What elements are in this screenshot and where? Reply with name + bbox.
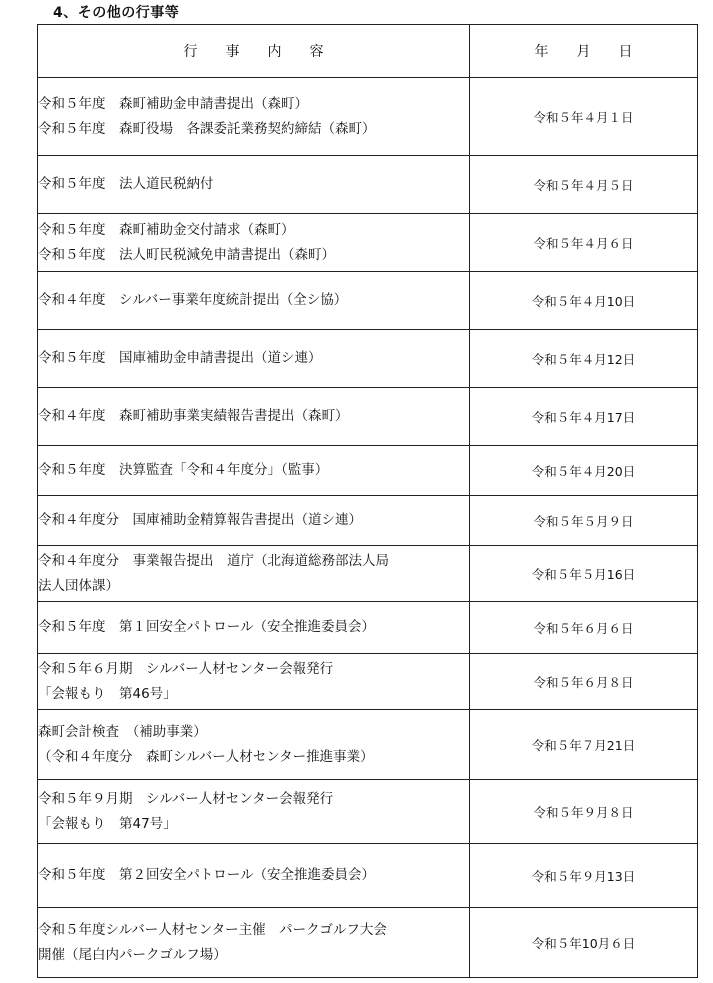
table-row [38, 780, 698, 844]
event-description-line: 令和５年度 法人道民税納付 [38, 176, 214, 192]
table-row [38, 908, 698, 978]
event-date-cell: 令和５年４月10日 [470, 272, 698, 330]
event-description-line: 「会報もり 第47号」 [38, 815, 177, 832]
event-description-line: 森町会計検査 （補助事業） [38, 723, 207, 740]
table-row [38, 546, 698, 602]
event-date-cell: 令和５年９月13日 [470, 844, 698, 908]
table-row [38, 156, 698, 214]
event-description-line: 法人団体課） [38, 577, 119, 594]
table-row [38, 446, 698, 496]
event-date-cell: 令和５年６月６日 [470, 602, 698, 654]
header-event-content: 行 事 内 容 [38, 25, 470, 78]
table-row [38, 78, 698, 156]
event-content-cell [38, 330, 470, 388]
event-content-cell [38, 446, 470, 496]
event-description-line: 令和５年６月期 シルバー人材センター会報発行 [38, 660, 334, 677]
event-date-cell: 令和５年４月６日 [470, 214, 698, 272]
event-date-cell: 令和５年４月１日 [470, 78, 698, 156]
section-title: 4、その他の行事等 [53, 5, 180, 21]
event-date-cell: 令和５年４月12日 [470, 330, 698, 388]
event-date-cell: 令和５年４月５日 [470, 156, 698, 214]
event-description-line: 令和５年度 法人町民税減免申請書提出（森町） [38, 246, 335, 263]
event-content-cell [38, 78, 470, 156]
table-row [38, 214, 698, 272]
events-table [37, 24, 698, 978]
event-description-line: 令和５年度シルバー人材センター主催 パークゴルフ大会 [38, 921, 387, 938]
event-content-cell [38, 546, 470, 602]
event-description-line: 令和５年度 森町補助金交付請求（森町） [38, 221, 295, 238]
table-row [38, 710, 698, 780]
table-row [38, 654, 698, 710]
event-content-cell [38, 602, 470, 654]
event-date-cell: 令和５年５月９日 [470, 496, 698, 546]
event-description-line: 令和４年度 森町補助事業実績報告書提出（森町） [38, 408, 349, 424]
event-description-line: 令和５年度 決算監査「令和４年度分」（監事） [38, 462, 329, 478]
table-row [38, 844, 698, 908]
event-content-cell [38, 654, 470, 710]
event-description-line: 令和５年度 森町役場 各課委託業務契約締結（森町） [38, 120, 376, 137]
header-date: 年 月 日 [470, 25, 698, 78]
event-content-cell [38, 214, 470, 272]
event-description-line: 「会報もり 第46号」 [38, 685, 177, 702]
event-content-cell [38, 388, 470, 446]
event-content-cell [38, 156, 470, 214]
event-description-line: 令和４年度 シルバー事業年度統計提出（全シ協） [38, 292, 348, 308]
event-description-line: 開催（尾白内パークゴルフ場） [38, 946, 227, 963]
table-row [38, 272, 698, 330]
event-content-cell [38, 908, 470, 978]
table-body [38, 78, 698, 978]
event-description-line: 令和５年９月期 シルバー人材センター会報発行 [38, 790, 334, 807]
event-date-cell: 令和５年４月17日 [470, 388, 698, 446]
event-date-cell: 令和５年６月８日 [470, 654, 698, 710]
table-row [38, 388, 698, 446]
event-description-line: 令和４年度分 事業報告提出 道庁（北海道総務部法人局 [38, 552, 389, 569]
table-row [38, 496, 698, 546]
event-content-cell [38, 844, 470, 908]
table-header-row [38, 25, 698, 78]
event-date-cell: 令和５年４月20日 [470, 446, 698, 496]
event-description-line: 令和５年度 第２回安全パトロール（安全推進委員会） [38, 867, 375, 883]
event-description-line: 令和５年度 森町補助金申請書提出（森町） [38, 95, 308, 112]
event-date-cell: 令和５年７月21日 [470, 710, 698, 780]
event-description-line: 令和４年度分 国庫補助金精算報告書提出（道シ連） [38, 512, 362, 528]
event-description-line: （令和４年度分 森町シルバー人材センター推進事業） [38, 748, 374, 765]
event-date-cell: 令和５年９月８日 [470, 780, 698, 844]
table-row [38, 602, 698, 654]
event-content-cell [38, 272, 470, 330]
event-date-cell: 令和５年10月６日 [470, 908, 698, 978]
event-content-cell [38, 710, 470, 780]
event-content-cell [38, 496, 470, 546]
event-description-line: 令和５年度 第１回安全パトロール（安全推進委員会） [38, 619, 375, 635]
event-content-cell [38, 780, 470, 844]
event-date-cell: 令和５年５月16日 [470, 546, 698, 602]
event-description-line: 令和５年度 国庫補助金申請書提出（道シ連） [38, 350, 322, 366]
table-row [38, 330, 698, 388]
